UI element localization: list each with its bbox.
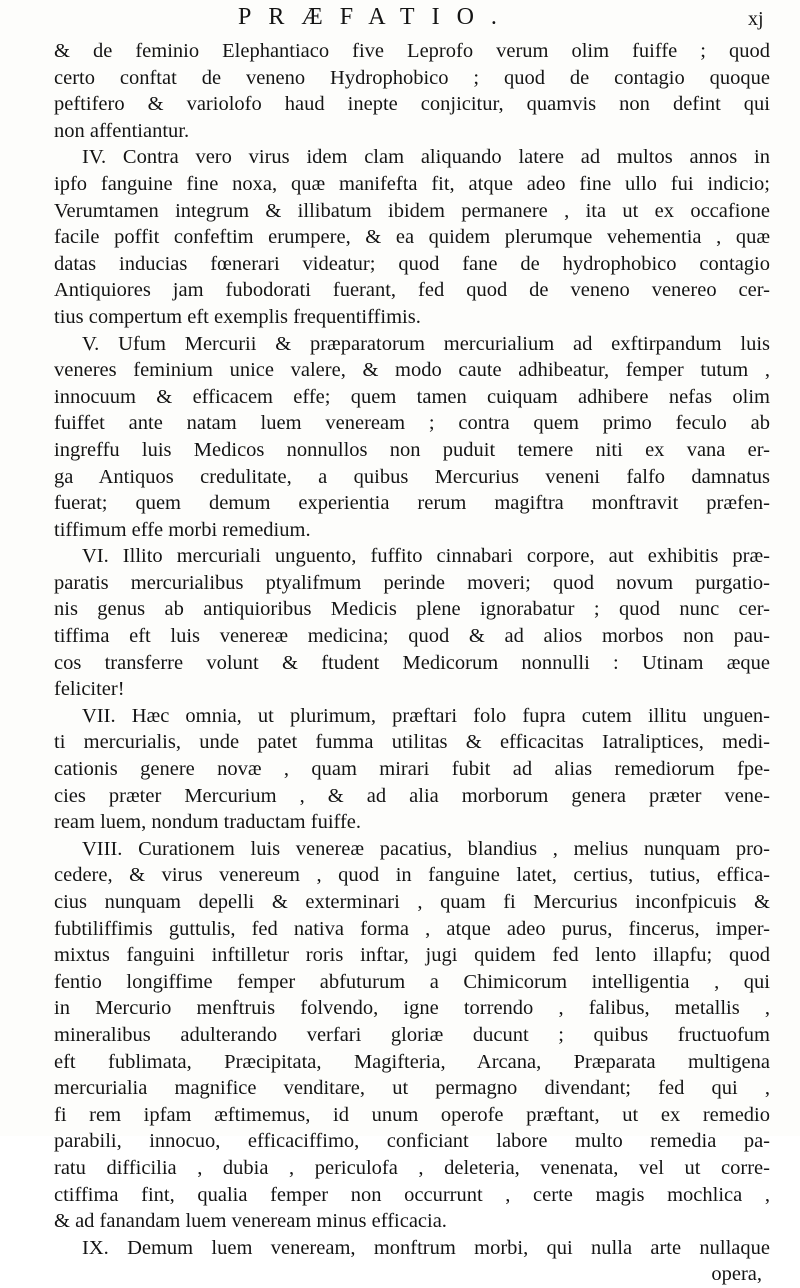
paragraph-v-line: V. Ufum Mercurii & præparatorum mercurialium ad exftirpandum luis	[82, 332, 770, 355]
text-line: cies præter Mercurium , & ad alia morborum genera præter vene-	[54, 784, 770, 807]
text-line: certo conftat de veneno Hydrophobico ; quod de contagio quoque	[54, 66, 770, 89]
text-line: fuerat; quem demum experientia rerum magiftra monftravit præfen-	[54, 492, 770, 515]
text-line: cius nunquam depelli & exterminari , quam fi Mercurius inconfpicuis &	[54, 891, 770, 913]
text-line: ratu difficilia , dubia , periculofa , deleteria, venenata, vel ut corre-	[54, 1156, 770, 1179]
text-line: peftifero & variolofo haud inepte conjicitur, quamvis non defint qui	[54, 93, 770, 116]
running-head	[0, 4, 800, 34]
paragraph-ix-line: IX. Demum luem veneream, monftrum morbi, qui nulla arte nullaque	[82, 1236, 770, 1259]
text-line: nis genus ab antiquioribus Medicis plene ignorabatur ; quod nunc cer-	[54, 598, 770, 621]
text-line: Verumtamen integrum & illibatum ibidem permanere , ita ut ex occafione	[54, 199, 770, 222]
text-line: fentio longiffime femper abfuturum a Chimicorum intelligentia , qui	[54, 970, 770, 993]
paragraph-viii-line: VIII. Curationem luis venereæ pacatius, blandius , melius nunquam pro-	[82, 837, 770, 860]
text-line: mineralibus adulterando verfari gloriæ ducunt ; quibus fructuofum	[54, 1023, 770, 1046]
paragraph-iv-line: IV. Contra vero virus idem clam aliquando latere ad multos annos in	[82, 146, 770, 169]
text-line: & de feminio Elephantiaco five Leprofo verum olim fuiffe ; quod	[54, 40, 770, 62]
catchword: opera,	[711, 1263, 762, 1286]
text-line: datas inducias fœnerari videatur; quod fane de hydrophobico contagio	[54, 252, 770, 275]
text-line: in Mercurio menftruis folvendo, igne torrendo , falibus, metallis ,	[54, 997, 770, 1020]
text-line: fi rem ipfam æftimemus, id unum operofe præftant, ut ex remedio	[54, 1103, 770, 1126]
text-line: tiffimum effe morbi remedium.	[54, 518, 311, 541]
text-line: paratis mercurialibus ptyalifmum perinde moveri; quod novum purgatio-	[54, 571, 770, 594]
text-line: innocuum & efficacem effe; quem tamen cuiquam adhibere nefas olim	[54, 385, 770, 408]
text-line: mercurialia magnifice venditare, ut permagno divendant; fed qui ,	[54, 1077, 770, 1100]
text-line: feliciter!	[54, 678, 125, 701]
text-line: fubtiliffimis guttulis, fed nativa forma , atque adeo purus, fincerus, imper-	[54, 917, 770, 940]
running-title: PRÆFATIO.	[238, 4, 514, 30]
text-line: ream luem, nondum traductam fuiffe.	[54, 811, 362, 834]
text-line: Antiquiores jam fubodorati fuerant, fed quod de veneno venereo cer-	[54, 279, 770, 302]
text-line: cedere, & virus venereum , quod in fanguine latet, certius, tutius, effica-	[54, 864, 770, 887]
text-line: ga Antiquos credulitate, a quibus Mercurius veneni falfo damnatus	[54, 465, 770, 488]
body-text	[54, 38, 770, 1288]
text-line: ti mercurialis, unde patet fumma utilitas & efficacitas Iatraliptices, medi-	[54, 731, 770, 754]
text-line: ingreffu luis Medicos nonnullos non puduit temere niti ex vana er-	[54, 438, 770, 461]
text-line: cationis genere novæ , quam mirari fubit ad alias remediorum fpe-	[54, 758, 770, 781]
text-line: veneres feminium unice valere, & modo caute adhibeatur, femper tutum ,	[54, 359, 770, 382]
text-line: fuiffet ante natam luem veneream ; contra quem primo feculo ab	[54, 412, 770, 435]
text-line: facile poffit confeftim erumpere, & ea quidem plerumque vehementia , quæ	[54, 226, 770, 249]
text-line: cos transferre volunt & ftudent Medicorum nonnulli : Utinam æque	[54, 651, 770, 674]
text-line: parabili, innocuo, efficaciffimo, conficiant labore multo remedia pa-	[54, 1130, 770, 1153]
text-line: tiffima eft luis venereæ medicina; quod & ad alios morbos non pau-	[54, 625, 770, 648]
text-line: tius compertum eft exemplis frequentiffimis.	[54, 305, 421, 328]
paragraph-vi-line: VI. Illito mercuriali unguento, fuffito cinnabari corpore, aut exhibitis præ-	[82, 545, 770, 568]
text-line: ipfo fanguine fine noxa, quæ manifefta fit, atque adeo fine ullo fui indicio;	[54, 172, 770, 195]
paragraph-vii-line: VII. Hæc omnia, ut plurimum, præftari folo fupra cutem illitu unguen-	[82, 704, 770, 727]
text-line: mixtus fanguini inftilletur roris inftar, jugi quidem fed lento illapfu; quod	[54, 944, 770, 967]
page-number: xj	[748, 8, 764, 30]
text-line: eft fublimata, Præcipitata, Magifteria, Arcana, Præparata multigena	[54, 1050, 770, 1073]
text-line: & ad fanandam luem veneream minus efficacia.	[54, 1210, 447, 1233]
text-line: ctiffima fint, qualia femper non occurrunt , certe magis mochlica ,	[54, 1183, 770, 1206]
text-line: non affentiantur.	[54, 119, 190, 142]
